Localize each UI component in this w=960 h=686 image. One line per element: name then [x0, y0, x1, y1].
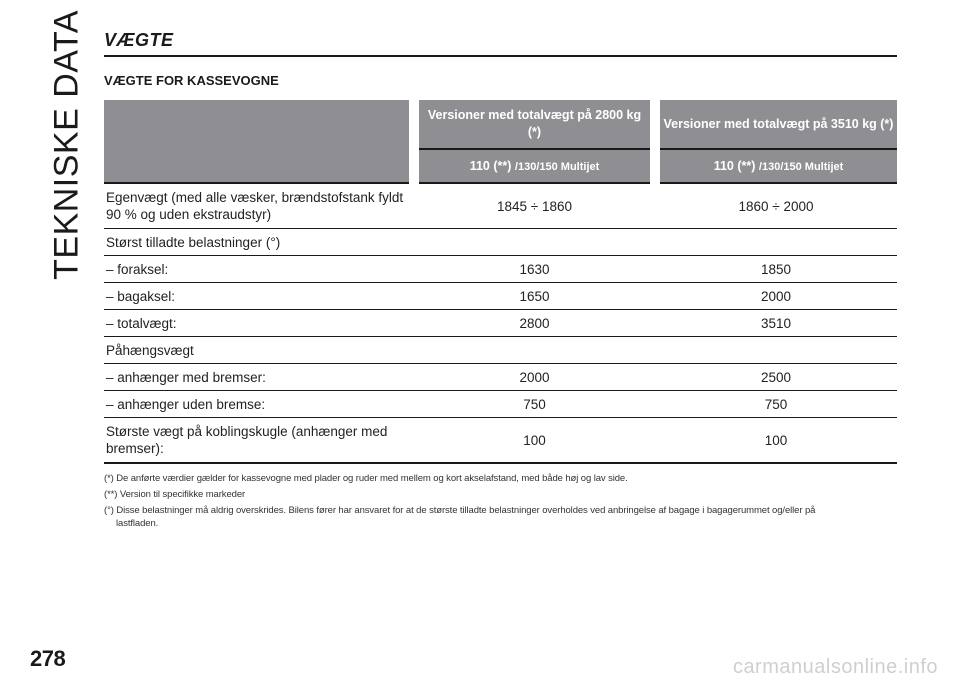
engine-main-label: 110 (**) [469, 159, 512, 173]
table-row [104, 364, 897, 391]
table-row [104, 418, 897, 464]
table-row [104, 337, 897, 364]
header-blank-cell [104, 100, 414, 183]
row-value-3510: 2000 [655, 283, 897, 310]
row-value-2800 [414, 337, 655, 364]
chapter-side-label-text: TEKNISKE DATA [47, 10, 86, 280]
row-value-2800: 1650 [414, 283, 655, 310]
row-label: Påhængsvægt [104, 337, 414, 364]
row-value-2800: 100 [414, 418, 655, 464]
row-value-3510: 1860 ÷ 2000 [655, 183, 897, 229]
weights-table [104, 100, 897, 464]
row-value-2800: 1845 ÷ 1860 [414, 183, 655, 229]
engine-sub-label: /130/150 Multijet [514, 161, 600, 173]
row-value-3510 [655, 229, 897, 256]
row-value-2800: 1630 [414, 256, 655, 283]
watermark: carmanualsonline.info [732, 656, 938, 678]
row-value-3510: 100 [655, 418, 897, 464]
page-content [104, 30, 897, 533]
footnote: (**) Version til specifikke markeder [104, 489, 246, 500]
row-value-2800: 2800 [414, 310, 655, 337]
engine-sub-label: /130/150 Multijet [758, 161, 844, 173]
row-value-2800 [414, 229, 655, 256]
footnote-continuation: lastfladen. [116, 518, 159, 529]
header-engine-3510 [655, 149, 897, 183]
row-value-3510: 2500 [655, 364, 897, 391]
subtitle: VÆGTE FOR KASSEVOGNE [104, 73, 279, 88]
table-row [104, 391, 897, 418]
header-row-versions [104, 100, 897, 149]
row-value-2800: 2000 [414, 364, 655, 391]
section-title: VÆGTE [104, 30, 897, 57]
row-value-3510 [655, 337, 897, 364]
row-label: Største vægt på koblingskugle (anhænger med bremser): [104, 418, 414, 464]
row-label: Egenvægt (med alle væsker, brændstofstank fyldt 90 % og uden ekstraudstyr) [104, 183, 414, 229]
engine-main-label: 110 (**) [713, 159, 756, 173]
row-label: – bagaksel: [104, 283, 414, 310]
header-engine-2800 [414, 149, 655, 183]
row-value-3510: 3510 [655, 310, 897, 337]
footnote: (°) Disse belastninger må aldrig overskrides. Bilens fører har ansvaret for at de største tilladte belastninger overholdes ved anbringelse af bagage i bagagerummet og/eller på [104, 505, 816, 516]
row-label: – anhænger uden bremse: [104, 391, 414, 418]
footnotes [104, 472, 897, 530]
row-label: – totalvægt: [104, 310, 414, 337]
header-version-3510: Versioner med totalvægt på 3510 kg (*) [655, 100, 897, 149]
row-value-3510: 750 [655, 391, 897, 418]
table-row [104, 283, 897, 310]
table-row [104, 256, 897, 283]
row-value-2800: 750 [414, 391, 655, 418]
chapter-side-label [37, 10, 97, 280]
row-value-3510: 1850 [655, 256, 897, 283]
page-number: 278 [30, 646, 66, 671]
row-label: – anhænger med bremser: [104, 364, 414, 391]
row-label: Størst tilladte belastninger (°) [104, 229, 414, 256]
table-row [104, 183, 897, 229]
footnote: (*) De anførte værdier gælder for kassevogne med plader og ruder med mellem og kort akselafstand, med både høj og lav side. [104, 473, 628, 484]
table-row [104, 229, 897, 256]
table-row [104, 310, 897, 337]
header-version-2800: Versioner med totalvægt på 2800 kg (*) [414, 100, 655, 149]
row-label: – foraksel: [104, 256, 414, 283]
